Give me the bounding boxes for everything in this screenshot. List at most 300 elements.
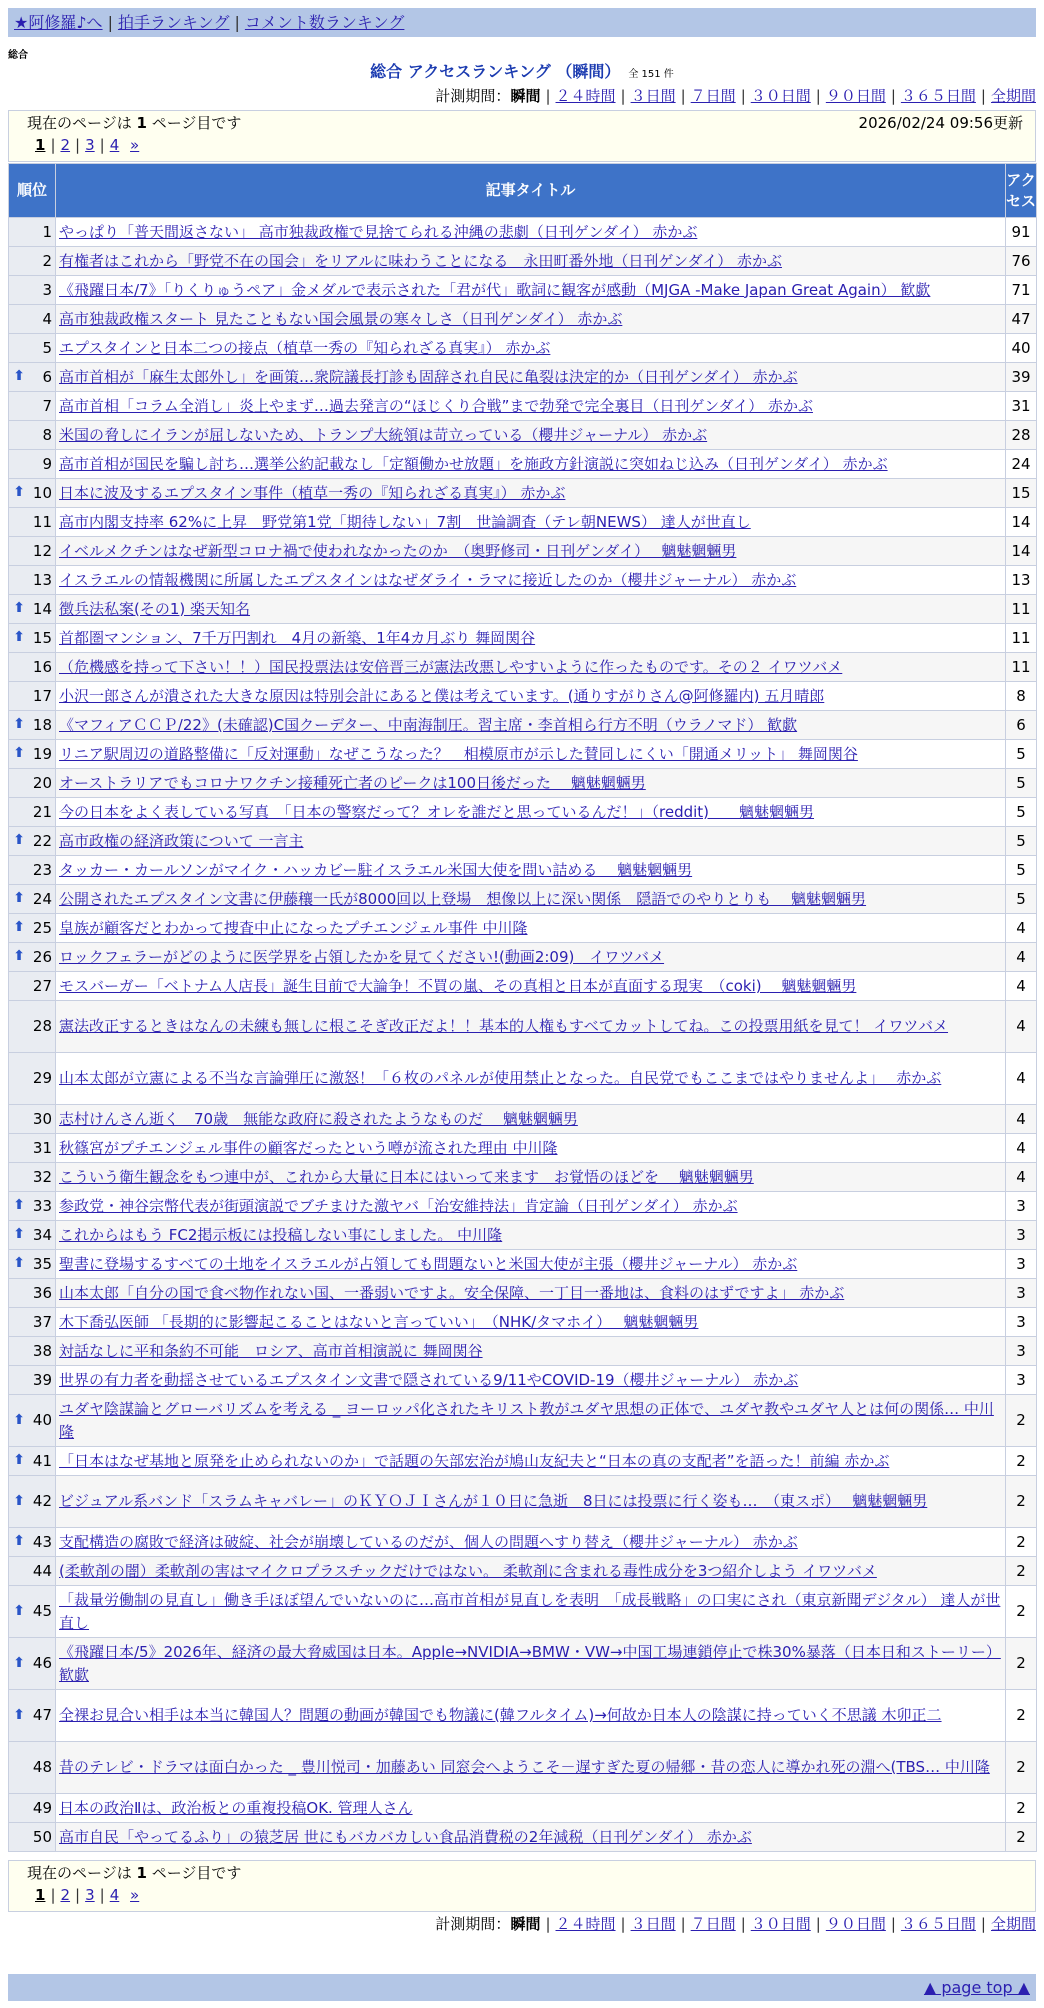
rank-number: 42 <box>32 1492 52 1510</box>
up-arrow-icon: ⬆ <box>13 1411 25 1428</box>
table-row <box>9 653 1037 682</box>
period-separator: | <box>620 1915 626 1933</box>
article-title-link[interactable]: 憲法改正するときはなんの未練も無しに根こそぎ改正だよ！！基本的人権もすべてカットしてね。この投票用紙を見て！ イワツバメ <box>59 1017 949 1035</box>
period-option-link[interactable]: ３日間 <box>630 87 676 105</box>
title-cell <box>56 740 1006 769</box>
rank-cell <box>9 276 56 305</box>
table-row <box>9 566 1037 595</box>
page-link[interactable]: 3 <box>85 136 95 154</box>
period-separator: | <box>740 87 746 105</box>
page-links <box>27 1884 1023 1906</box>
access-count: 5 <box>1006 769 1037 798</box>
access-count: 3 <box>1006 1337 1037 1366</box>
table-row <box>9 1163 1037 1192</box>
table-row <box>9 392 1037 421</box>
article-title-link[interactable]: 高市独裁政権スタート 見たこともない国会風景の寒々しさ（日刊ゲンダイ） 赤かぶ <box>59 309 623 328</box>
table-row <box>9 537 1037 566</box>
rank-cell <box>9 218 56 247</box>
table-row <box>9 914 1037 943</box>
table-row <box>9 1742 1037 1794</box>
rank-number: 49 <box>32 1798 52 1817</box>
up-arrow-icon: ⬆ <box>13 745 25 761</box>
current-page-line <box>27 113 1023 134</box>
period-option-link[interactable]: ２４時間 <box>555 1915 616 1933</box>
rank-cell <box>9 537 56 566</box>
rank-cell <box>9 1395 56 1447</box>
rank-cell <box>9 1105 56 1134</box>
article-title-link[interactable]: こういう衛生観念をもつ連中が、これから大量に日本にはいって来ます お覚悟のほどを 魑魅魍魎男 <box>59 1167 754 1186</box>
up-arrow-icon: ⬆ <box>13 1255 25 1271</box>
table-row <box>9 1395 1037 1447</box>
period-option-link[interactable]: ３６５日間 <box>900 87 976 105</box>
article-title-link[interactable]: イベルメクチンはなぜ新型コロナ禍で使われなかったのか （奥野修司・日刊ゲンダイ） 魑魅魍魎男 <box>59 541 737 560</box>
period-option-link[interactable]: ７日間 <box>690 87 736 105</box>
title-cell <box>56 1221 1006 1250</box>
article-title-link[interactable]: 対話なしに平和条約不可能 ロシア、高市首相演説に 舞岡関谷 <box>59 1341 483 1360</box>
access-count: 14 <box>1006 508 1037 537</box>
title-cell <box>56 972 1006 1001</box>
access-count: 2 <box>1006 1447 1037 1476</box>
rank-number: 14 <box>32 599 52 618</box>
rank-number: 46 <box>32 1654 52 1672</box>
article-title-link[interactable]: 皇族が顧客だとわかって捜査中止になったプチエンジェル事件 中川隆 <box>59 918 528 937</box>
col-access-header: アクセス <box>1006 164 1037 218</box>
period-selector-top <box>435 86 1036 106</box>
rank-number: 11 <box>32 512 52 531</box>
current-page-text-pre: 現在のページは <box>27 1864 132 1882</box>
page-link[interactable]: 2 <box>60 1886 71 1904</box>
period-option-link[interactable]: ３６５日間 <box>900 1915 976 1933</box>
table-row <box>9 1250 1037 1279</box>
period-option-link[interactable]: 全期間 <box>990 87 1036 105</box>
rank-cell <box>9 1476 56 1528</box>
article-title-link[interactable]: イスラエルの情報機関に所属したエプスタインはなぜダライ・ラマに接近したのか（櫻井ジャーナル） 赤かぶ <box>59 570 797 589</box>
title-cell <box>56 943 1006 972</box>
article-title-link[interactable]: ビジュアル系バンド「スラムキャバレー」のＫＹＯＪＩさんが１０日に急逝 8日には投票に行く姿も… （東スポ） 魑魅魍魎男 <box>59 1492 928 1510</box>
article-title-link[interactable]: 高市内閣支持率 62%に上昇 野党第1党「期待しない」7割 世論調査（テレ朝NEWS） 達人が世直し <box>59 512 751 531</box>
rank-number: 10 <box>32 483 52 502</box>
article-title-link[interactable]: 日本の政治Ⅱは、政治板との重複投稿OK. 管理人さん <box>59 1798 413 1817</box>
title-cell <box>56 856 1006 885</box>
article-title-link[interactable]: オーストラリアでもコロナワクチン接種死亡者のピークは100日後だった 魑魅魍魎男 <box>59 773 646 792</box>
rank-number: 47 <box>32 1706 52 1724</box>
title-cell <box>56 276 1006 305</box>
period-option-link[interactable]: 全期間 <box>990 1915 1036 1933</box>
table-row <box>9 1192 1037 1221</box>
article-title-link[interactable]: ロックフェラーがどのように医学界を占領したかを見てください!(動画2:09) イワツバメ <box>59 947 665 966</box>
access-count: 2 <box>1006 1395 1037 1447</box>
access-count: 8 <box>1006 682 1037 711</box>
rank-number: 17 <box>32 686 52 705</box>
article-title-link[interactable]: 高市首相「コラム全消し」炎上やまず…過去発言の“ほじくり合戦”まで勃発で完全裏目（日刊ゲンダイ） 赤かぶ <box>59 396 813 415</box>
article-title-link[interactable]: 世界の有力者を動揺させているエプスタイン文書で隠されている9/11やCOVID-19（櫻井ジャーナル） 赤かぶ <box>59 1370 799 1389</box>
title-cell <box>56 392 1006 421</box>
access-count: 28 <box>1006 421 1037 450</box>
rank-number: 40 <box>32 1411 52 1429</box>
rank-number: 24 <box>32 889 52 908</box>
current-page-text-pre: 現在のページは <box>27 114 132 132</box>
table-row <box>9 595 1037 624</box>
access-count: 39 <box>1006 363 1037 392</box>
period-separator: | <box>680 1915 686 1933</box>
table-row <box>9 1823 1037 1852</box>
rank-cell <box>9 421 56 450</box>
period-option-link[interactable]: ２４時間 <box>555 87 616 105</box>
article-title-link[interactable]: モスバーガー「ベトナム人店長」誕生目前で大論争！不買の嵐、その真相と日本が直面する現実 （coki) 魑魅魍魎男 <box>59 976 857 995</box>
up-arrow-icon: ⬆ <box>13 716 25 732</box>
rank-cell <box>9 1586 56 1638</box>
ranking-table <box>8 163 1037 1852</box>
title-cell <box>56 1794 1006 1823</box>
table-row <box>9 1447 1037 1476</box>
article-title-link[interactable]: 「裁量労働制の見直し」働き手ほぼ望んでいないのに…高市首相が見直しを表明 「成長戦略」の口実にされ（東京新聞デジタル） 達人が世直し <box>59 1590 1001 1632</box>
rank-number: 2 <box>42 251 52 270</box>
table-row <box>9 276 1037 305</box>
rank-cell <box>9 1192 56 1221</box>
access-count: 4 <box>1006 1163 1037 1192</box>
table-row <box>9 1690 1037 1742</box>
table-row <box>9 1053 1037 1105</box>
col-rank-header: 順位 <box>9 164 56 218</box>
table-row <box>9 1308 1037 1337</box>
rank-number: 27 <box>32 976 52 995</box>
title-cell <box>56 1823 1006 1852</box>
table-row <box>9 827 1037 856</box>
access-count: 4 <box>1006 1105 1037 1134</box>
rank-cell <box>9 305 56 334</box>
period-option-link[interactable]: ９０日間 <box>825 1915 886 1933</box>
period-current: 瞬間 <box>510 1915 541 1933</box>
period-option-link[interactable]: ７日間 <box>690 1915 736 1933</box>
title-cell <box>56 1163 1006 1192</box>
article-title-link[interactable]: やっぱり「普天間返さない」 高市独裁政権で見捨てられる沖縄の悲劇（日刊ゲンダイ） 赤かぶ <box>59 222 698 241</box>
rank-cell <box>9 914 56 943</box>
page-top-link[interactable]: ▲ page top ▲ <box>923 1978 1030 1997</box>
access-count: 24 <box>1006 450 1037 479</box>
page-separator: | <box>75 136 81 154</box>
article-title-link[interactable]: タッカー・カールソンがマイク・ハッカビー駐イスラエル米国大使を問い詰める 魑魅魍魎男 <box>59 860 693 879</box>
title-cell <box>56 1742 1006 1794</box>
rank-cell <box>9 1250 56 1279</box>
access-count: 5 <box>1006 827 1037 856</box>
access-count: 4 <box>1006 914 1037 943</box>
article-title-link[interactable]: 高市政権の経済政策について 一言主 <box>59 831 304 850</box>
rank-cell <box>9 1337 56 1366</box>
next-page-link[interactable]: » <box>130 1886 140 1904</box>
access-count: 3 <box>1006 1279 1037 1308</box>
ranking-table-body <box>9 218 1037 1852</box>
access-count: 11 <box>1006 624 1037 653</box>
access-count: 3 <box>1006 1308 1037 1337</box>
period-separator: | <box>890 1915 896 1933</box>
up-arrow-icon: ⬆ <box>13 890 25 906</box>
page-link[interactable]: 4 <box>109 136 120 154</box>
access-count: 6 <box>1006 711 1037 740</box>
article-title-link[interactable]: (柔軟剤の闇）柔軟剤の害はマイクロプラスチックだけではない。 柔軟剤に含まれる毒性成分を3つ紹介しよう イワツバメ <box>59 1561 877 1580</box>
article-title-link[interactable]: これからはもう FC2掲示板には投稿しない事にしました。 中川隆 <box>59 1225 503 1244</box>
rank-cell <box>9 595 56 624</box>
access-count: 14 <box>1006 537 1037 566</box>
table-row <box>9 508 1037 537</box>
article-title-link[interactable]: 《飛躍日本/7》「りくりゅうペア」金メダルで表示された「君が代」歌詞に観客が感動（MJGA -Make Japan Great Again） 歓歔 <box>59 280 931 299</box>
rank-cell <box>9 1001 56 1053</box>
title-cell <box>56 508 1006 537</box>
access-count: 4 <box>1006 1053 1037 1105</box>
title-cell <box>56 450 1006 479</box>
access-count: 2 <box>1006 1557 1037 1586</box>
title-cell <box>56 1395 1006 1447</box>
table-row <box>9 972 1037 1001</box>
article-title-link[interactable]: 《飛躍日本/5》2026年、経済の最大脅威国は日本。Apple→NVIDIA→BMW・VW→中国工場連鎖停止で株30%暴落（日本日和ストーリー） 歓歔 <box>59 1642 1001 1684</box>
title-cell <box>56 566 1006 595</box>
title-cell <box>56 798 1006 827</box>
rank-cell <box>9 972 56 1001</box>
period-option-link[interactable]: ９０日間 <box>825 87 886 105</box>
rank-cell <box>9 682 56 711</box>
access-count: 2 <box>1006 1690 1037 1742</box>
access-count: 3 <box>1006 1366 1037 1395</box>
access-count: 91 <box>1006 218 1037 247</box>
nav-comment-ranking-link[interactable]: コメント数ランキング <box>244 13 405 32</box>
up-arrow-icon: ⬆ <box>13 1654 25 1671</box>
rank-cell <box>9 1794 56 1823</box>
article-title-link[interactable]: 《マフィアＣＣＰ/22》(未確認)C国クーデター、中南海制圧。習主席・李首相ら行方不明（ウラノマド） 歓歔 <box>59 715 798 734</box>
page-separator: | <box>99 1886 105 1904</box>
access-count: 2 <box>1006 1586 1037 1638</box>
page-separator: | <box>99 136 105 154</box>
article-title-link[interactable]: 今の日本をよく表している写真 「日本の警察だって？オレを誰だと思っているんだ！」（reddit) 魑魅魍魎男 <box>59 802 815 821</box>
up-arrow-icon: ⬆ <box>13 368 25 384</box>
article-title-link[interactable]: 秋篠宮がプチエンジェル事件の顧客だったという噂が流された理由 中川隆 <box>59 1138 558 1157</box>
rank-cell <box>9 334 56 363</box>
page-link[interactable]: 1 <box>35 1886 46 1904</box>
access-count: 15 <box>1006 479 1037 508</box>
title-cell <box>56 1001 1006 1053</box>
rank-cell <box>9 827 56 856</box>
rank-number: 16 <box>32 657 52 676</box>
title-cell <box>56 363 1006 392</box>
rank-number: 33 <box>32 1196 52 1215</box>
period-option-link[interactable]: ３０日間 <box>750 1915 811 1933</box>
rank-cell <box>9 624 56 653</box>
up-arrow-icon: ⬆ <box>13 1602 25 1619</box>
period-option-link[interactable]: ３０日間 <box>750 87 811 105</box>
up-arrow-icon: ⬆ <box>13 1226 25 1242</box>
table-row <box>9 624 1037 653</box>
rank-number: 7 <box>42 396 52 415</box>
nav-separator: | <box>234 13 240 32</box>
next-page-link[interactable]: » <box>130 136 140 154</box>
period-separator: | <box>620 87 626 105</box>
rank-number: 13 <box>32 570 52 589</box>
table-row <box>9 334 1037 363</box>
category-label: 総合 <box>8 50 28 61</box>
rank-cell <box>9 856 56 885</box>
table-row <box>9 1557 1037 1586</box>
up-arrow-icon: ⬆ <box>13 832 25 848</box>
access-count: 2 <box>1006 1823 1037 1852</box>
rank-number: 22 <box>32 831 52 850</box>
rank-cell <box>9 1163 56 1192</box>
access-count: 76 <box>1006 247 1037 276</box>
rank-number: 15 <box>32 628 52 647</box>
title-cell <box>56 827 1006 856</box>
top-nav-bar <box>8 8 1036 37</box>
article-title-link[interactable]: 高市首相が「麻生太郎外し」を画策…衆院議長打診も固辞され自民に亀裂は決定的か（日刊ゲンダイ） 赤かぶ <box>59 367 798 386</box>
title-cell <box>56 1476 1006 1528</box>
rank-number: 23 <box>32 860 52 879</box>
footer-bar <box>8 1974 1036 2001</box>
period-label: 計測期間： <box>435 1915 511 1933</box>
article-title-link[interactable]: 昔のテレビ・ドラマは面白かった _ 豊川悦司・加藤あい 同窓会へようこそ－遅すぎた夏の帰郷・昔の恋人に導かれ死の淵へ(TBS… 中川隆 <box>59 1758 990 1776</box>
article-title-link[interactable]: 全裸お見合い相手は本当に韓国人？問題の動画が韓国でも物議に(韓フルタイム)→何故か日本人の陰謀に持っていく不思議 木卯正二 <box>59 1706 942 1724</box>
up-arrow-icon: ⬆ <box>13 1492 25 1509</box>
period-separator: | <box>980 1915 986 1933</box>
up-arrow-icon: ⬆ <box>13 1706 25 1723</box>
article-title-link[interactable]: 徴兵法私案(その1) 楽天知名 <box>59 599 251 618</box>
rank-cell <box>9 1447 56 1476</box>
access-count: 11 <box>1006 595 1037 624</box>
table-row <box>9 1476 1037 1528</box>
nav-home-link[interactable]: ★阿修羅♪へ <box>14 13 103 32</box>
access-count: 2 <box>1006 1638 1037 1690</box>
table-row <box>9 798 1037 827</box>
rank-number: 48 <box>32 1758 52 1776</box>
article-title-link[interactable]: 高市自民「やってるふり」の猿芝居 世にもバカバカしい食品消費税の2年減税（日刊ゲンダイ） 赤かぶ <box>59 1827 752 1846</box>
rank-cell <box>9 247 56 276</box>
title-cell <box>56 1279 1006 1308</box>
article-title-link[interactable]: 有権者はこれから「野党不在の国会」をリアルに味わうことになる 永田町番外地（日刊ゲンダイ） 赤かぶ <box>59 251 782 270</box>
title-cell <box>56 421 1006 450</box>
article-title-link[interactable]: 山本太郎が立憲による不当な言論弾圧に激怒！「６枚のパネルが使用禁止となった。自民党でもここまではやりませんよ」 赤かぶ <box>59 1069 942 1087</box>
title-cell <box>56 218 1006 247</box>
table-row <box>9 1366 1037 1395</box>
access-count: 5 <box>1006 740 1037 769</box>
table-row <box>9 856 1037 885</box>
title-cell <box>56 1250 1006 1279</box>
access-count: 5 <box>1006 885 1037 914</box>
updated-timestamp: 2026/02/24 09:56更新 <box>858 114 1023 132</box>
period-separator: | <box>545 87 551 105</box>
nav-clap-ranking-link[interactable]: 拍手ランキング <box>117 13 230 32</box>
title-cell <box>56 595 1006 624</box>
rank-number: 38 <box>32 1341 52 1360</box>
table-row <box>9 1794 1037 1823</box>
rank-number: 32 <box>32 1167 52 1186</box>
article-title-link[interactable]: （危機感を持って下さい！！）国民投票法は安倍晋三が憲法改悪しやすいように作ったものです。その２ イワツバメ <box>59 657 843 676</box>
table-row <box>9 769 1037 798</box>
table-row <box>9 247 1037 276</box>
pager-bottom <box>8 1860 1036 1912</box>
rank-number: 4 <box>42 309 52 328</box>
table-row <box>9 711 1037 740</box>
title-cell <box>56 1447 1006 1476</box>
article-title-link[interactable]: エプスタインと日本二つの接点（植草一秀の『知られざる真実』） 赤かぶ <box>59 338 551 357</box>
current-page-text-post: ページ目です <box>151 114 242 132</box>
article-title-link[interactable]: 支配構造の腐敗で経済は破綻、社会が崩壊しているのだが、個人の問題へすり替え（櫻井ジャーナル） 赤かぶ <box>59 1532 798 1551</box>
page-link[interactable]: 4 <box>109 1886 120 1904</box>
title-cell <box>56 1557 1006 1586</box>
nav-separator: | <box>107 13 113 32</box>
rank-number: 37 <box>32 1312 52 1331</box>
rank-cell <box>9 1823 56 1852</box>
table-row <box>9 218 1037 247</box>
rank-number: 50 <box>32 1827 52 1846</box>
page-link[interactable]: 2 <box>60 136 71 154</box>
table-row <box>9 421 1037 450</box>
page-link[interactable]: 1 <box>35 136 46 154</box>
title-cell <box>56 682 1006 711</box>
article-title-link[interactable]: 聖書に登場するすべての土地をイスラエルが占領しても問題ないと米国大使が主張（櫻井ジャーナル） 赤かぶ <box>59 1254 798 1273</box>
rank-number: 35 <box>32 1254 52 1273</box>
article-title-link[interactable]: 参政党・神谷宗幣代表が街頭演説でブチまけた激ヤバ「治安維持法」肯定論（日刊ゲンダイ） 赤かぶ <box>59 1196 738 1215</box>
page-separator: | <box>50 136 56 154</box>
article-title-link[interactable]: 「日本はなぜ基地と原発を止められないのか」で話題の矢部宏治が鳩山友紀夫と“日本の真の支配者”を語った！前編 赤かぶ <box>59 1451 890 1470</box>
access-count: 2 <box>1006 1794 1037 1823</box>
table-row <box>9 1638 1037 1690</box>
access-count: 3 <box>1006 1192 1037 1221</box>
rank-cell <box>9 1134 56 1163</box>
rank-cell <box>9 1638 56 1690</box>
page-links <box>27 134 1023 156</box>
page-link[interactable]: 3 <box>85 1886 95 1904</box>
article-title-link[interactable]: 高市首相が国民を騙し討ち…選挙公約記載なし「定額働かせ放題」を施政方針演説に突如ねじ込み（日刊ゲンダイ） 赤かぶ <box>59 454 888 473</box>
article-title-link[interactable]: 小沢一郎さんが潰された大きな原因は特別会計にあると僕は考えています。(通りすがりさん@阿修羅内) 五月晴郎 <box>59 686 825 705</box>
page-title-text: 総合 アクセスランキング （瞬間） <box>370 62 621 81</box>
article-title-link[interactable]: 木下喬弘医師 「長期的に影響起こることはないと言っていい」 （NHK/タマホイ） 魑魅魍魎男 <box>59 1312 699 1331</box>
article-title-link[interactable]: リニア駅周辺の道路整備に「反対運動」なぜこうなった？ 相模原市が示した賛同しにくい「開通メリット」 舞岡関谷 <box>59 744 858 763</box>
article-title-link[interactable]: 日本に波及するエプスタイン事件（植草一秀の『知られざる真実』） 赤かぶ <box>59 483 566 502</box>
period-option-link[interactable]: ３日間 <box>630 1915 676 1933</box>
article-title-link[interactable]: 米国の脅しにイランが屈しないため、トランプ大統領は苛立っている（櫻井ジャーナル） 赤かぶ <box>59 425 708 444</box>
article-title-link[interactable]: 首都圏マンション、7千万円割れ 4月の新築、1年4カ月ぶり 舞岡関谷 <box>59 628 536 647</box>
rank-number: 3 <box>42 280 52 299</box>
period-separator: | <box>680 87 686 105</box>
page-title <box>0 62 1044 85</box>
rank-cell <box>9 798 56 827</box>
table-row <box>9 1337 1037 1366</box>
current-page-line <box>27 1863 1023 1884</box>
up-arrow-icon: ⬆ <box>13 919 25 935</box>
table-row <box>9 1586 1037 1638</box>
article-title-link[interactable]: 山本太郎「自分の国で食べ物作れない国、一番弱いですよ。安全保障、一丁目一番地は、食料のはずですよ」 赤かぶ <box>59 1283 845 1302</box>
rank-cell <box>9 392 56 421</box>
title-cell <box>56 1105 1006 1134</box>
up-arrow-icon: ⬆ <box>13 1533 25 1549</box>
rank-number: 18 <box>32 715 52 734</box>
article-title-link[interactable]: ユダヤ陰謀論とグローバリズムを考える _ ヨーロッパ化されたキリスト教がユダヤ思想の正体で、ユダヤ教やユダヤ人とは何の関係… 中川隆 <box>59 1399 994 1441</box>
table-row <box>9 363 1037 392</box>
article-title-link[interactable]: 志村けんさん逝く 70歳 無能な政府に殺されたようなものだ 魑魅魍魎男 <box>59 1109 578 1128</box>
total-count: 全 151 件 <box>628 69 674 80</box>
table-row <box>9 1105 1037 1134</box>
table-row <box>9 479 1037 508</box>
title-cell <box>56 1638 1006 1690</box>
title-cell <box>56 1528 1006 1557</box>
title-cell <box>56 914 1006 943</box>
access-count: 11 <box>1006 653 1037 682</box>
title-cell <box>56 334 1006 363</box>
title-cell <box>56 1337 1006 1366</box>
access-count: 47 <box>1006 305 1037 334</box>
rank-number: 19 <box>32 744 52 763</box>
table-row <box>9 885 1037 914</box>
article-title-link[interactable]: 公開されたエプスタイン文書に伊藤穰一氏が8000回以上登場 想像以上に深い関係 隠語でのやりとりも 魑魅魍魎男 <box>59 889 867 908</box>
access-count: 71 <box>1006 276 1037 305</box>
table-row <box>9 450 1037 479</box>
title-cell <box>56 1586 1006 1638</box>
up-arrow-icon: ⬆ <box>13 948 25 964</box>
